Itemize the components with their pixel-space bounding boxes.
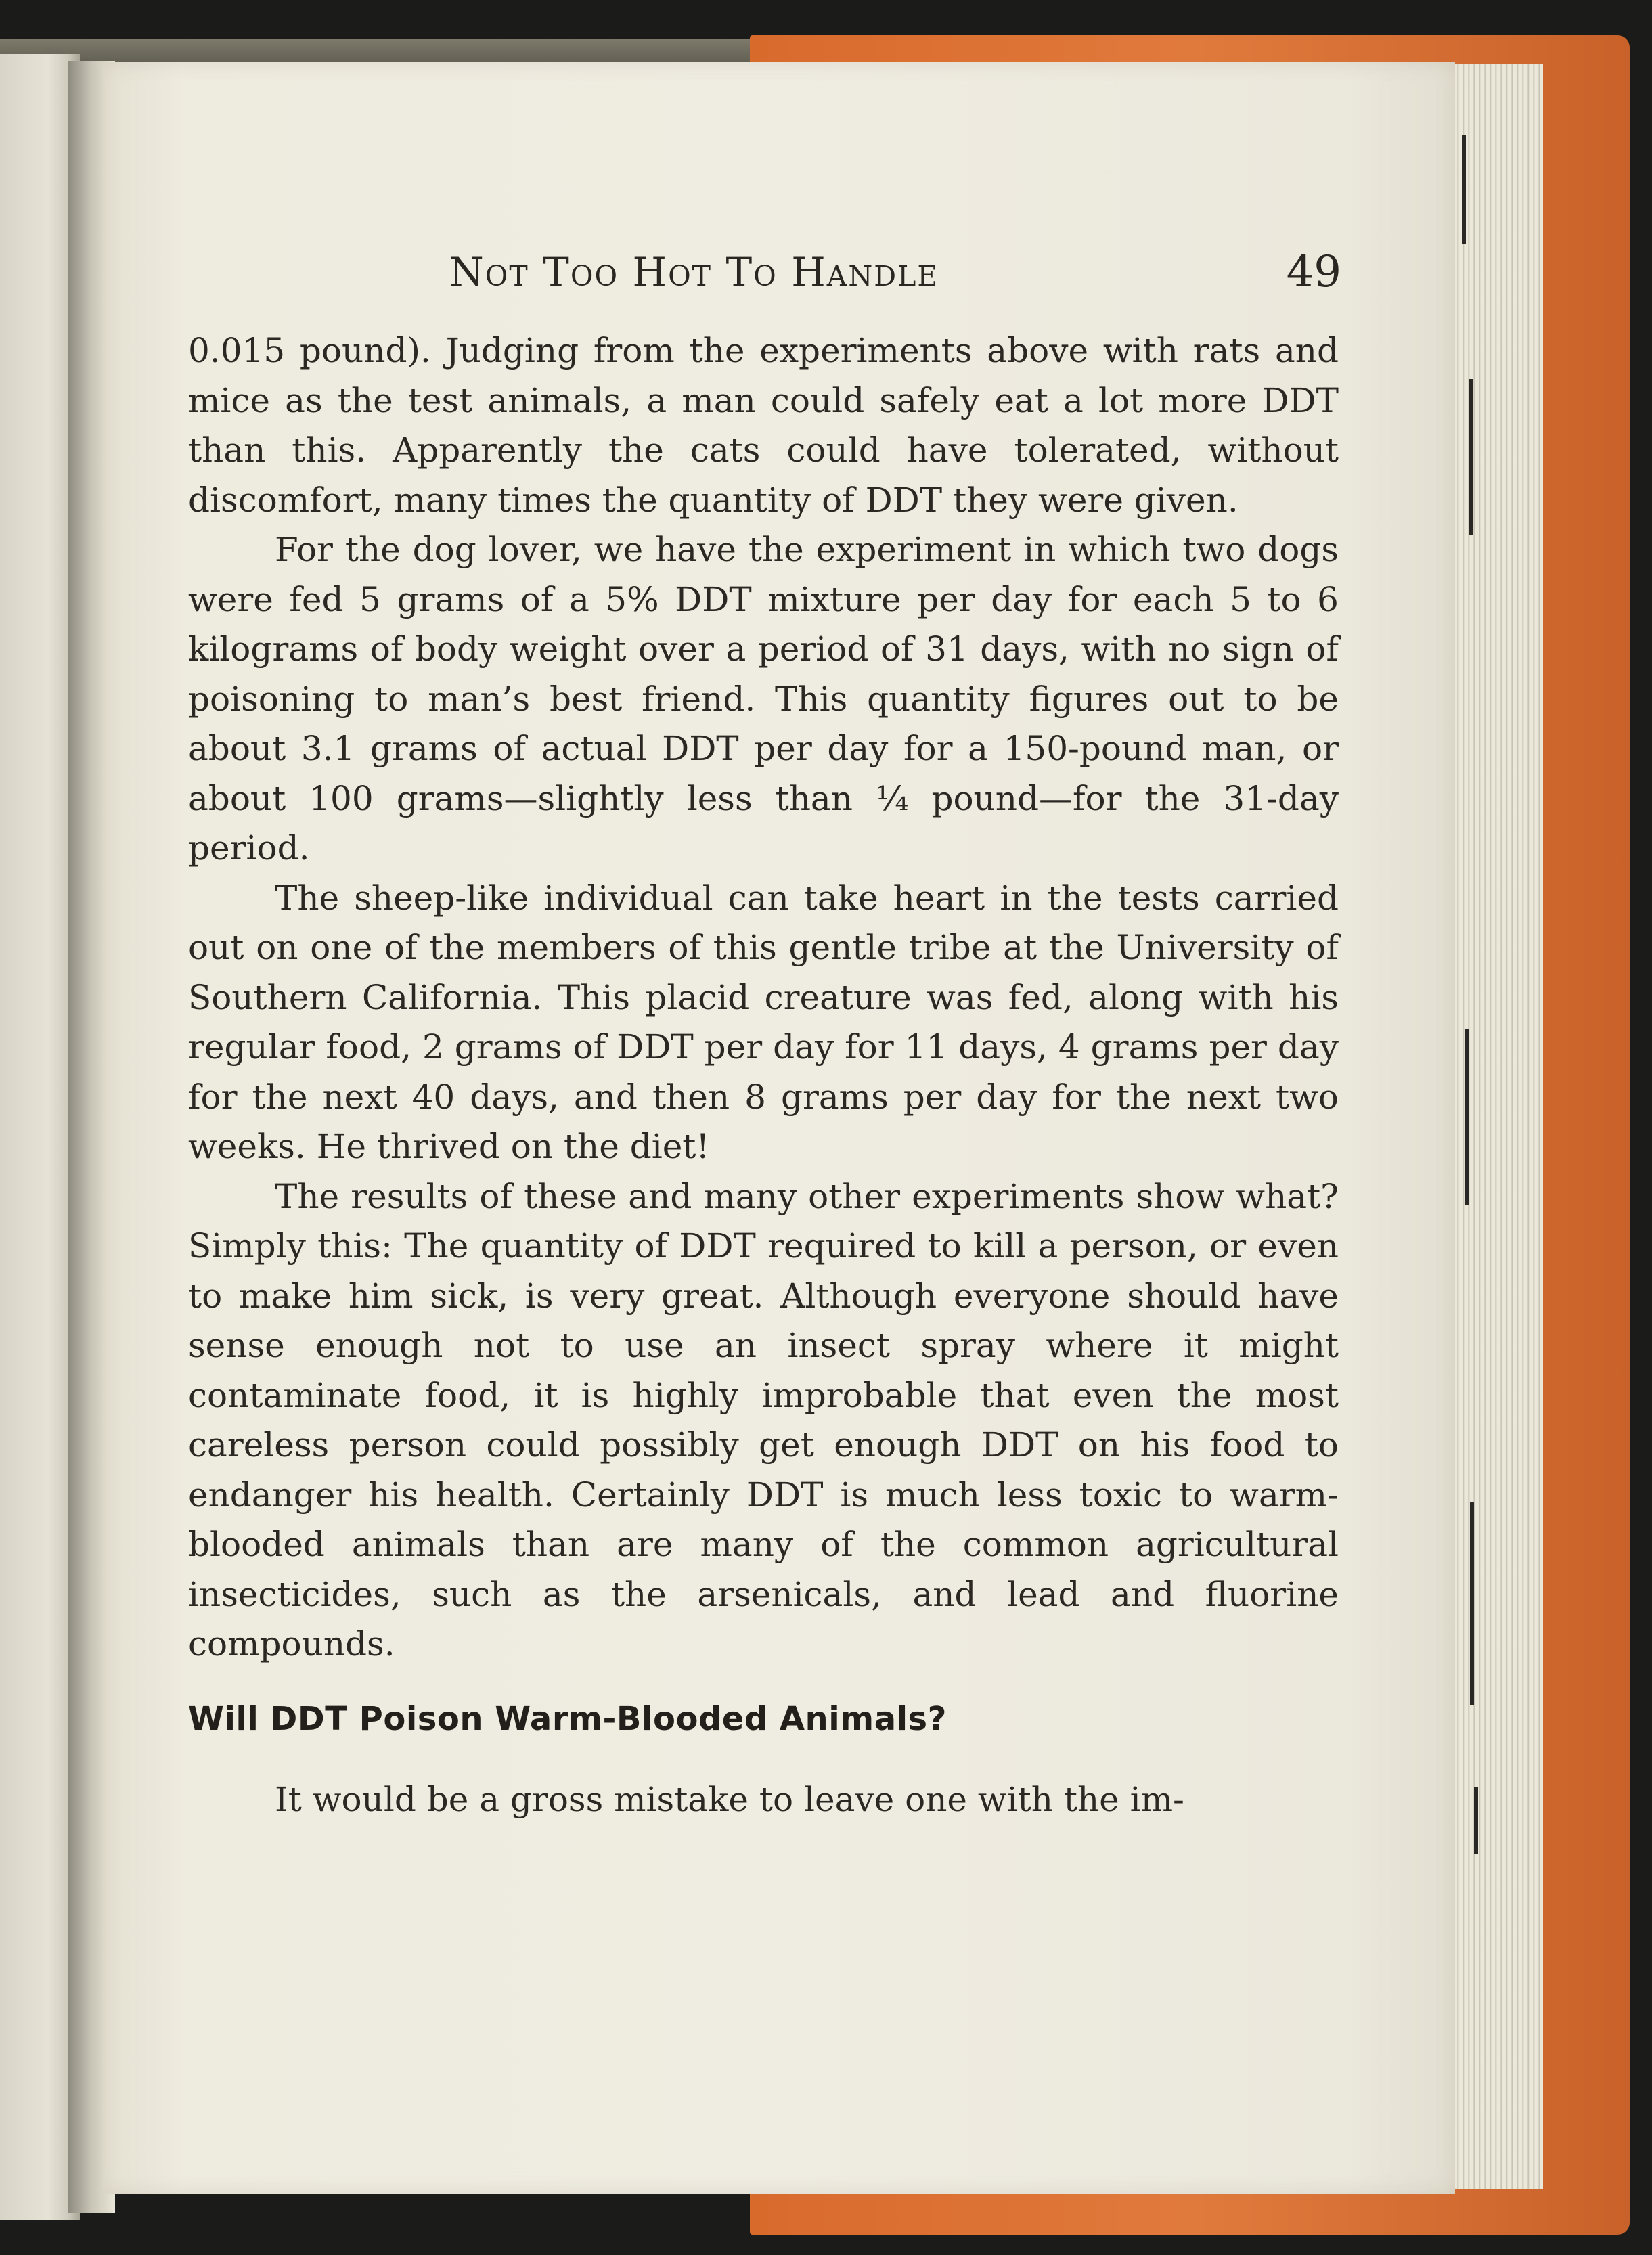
paragraph: The results of these and many other experiments show what? Simply this: The quantity of DDT required to kill a person, or even to make him sick, is very great. Although everyone should have sense enough not to use an insect spray where it might contaminate food, it is highly improbable that even the most careless person could possibly get enough DDT on his food to endanger his health. Certainly DDT is much less toxic to warm-blooded animals than are many of the common agricultural insecticides, such as the arsenicals, and lead and fluorine compounds. [188,1176,1339,1664]
edge-mark [1462,135,1466,244]
section-heading: Will DDT Poison Warm-Blooded Animals? [188,1699,947,1738]
running-head [102,231,1455,313]
body-text [188,326,1339,1825]
paragraph: 0.015 pound). Judging from the experiments above with rats and mice as the test animals, a man could safely eat a lot more DDT than this. Apparently the cats could have tolerated, without discomfort, many times the quantity of DDT they were given. [188,331,1339,520]
edge-mark [1470,1502,1474,1705]
edge-mark [1469,379,1473,535]
paragraph: For the dog lover, we have the experiment in which two dogs were fed 5 grams of a 5% DDT mixture per day for each 5 to 6 kilograms of body weight over a period of 31 days, with no sign of poisoning to man’s best friend. This quantity figures out to be about 3.1 grams of actual DDT per day for a 150-pound man, or about 100 grams—slightly less than ¼ pound—for the 31-day period. [188,530,1339,868]
edge-mark [1474,1787,1478,1854]
page-number: 49 [1286,247,1341,297]
paragraph: The sheep-like individual can take heart in the tests carried out on one of the members of this gentle tribe at the University of Southern California. This placid creature was fed, along with his regular food, 2 grams of DDT per day for 11 days, 4 grams per day for the next 40 days, and then 8 grams per day for the next two weeks. He thrived on the diet! [188,878,1339,1166]
page-block-edges [1448,64,1543,2189]
book-page [102,62,1455,2194]
paragraph: It would be a gross mistake to leave one with the im- [275,1779,1184,1819]
edge-mark [1465,1029,1469,1205]
running-head-title: Not Too Hot To Handle [449,249,939,295]
